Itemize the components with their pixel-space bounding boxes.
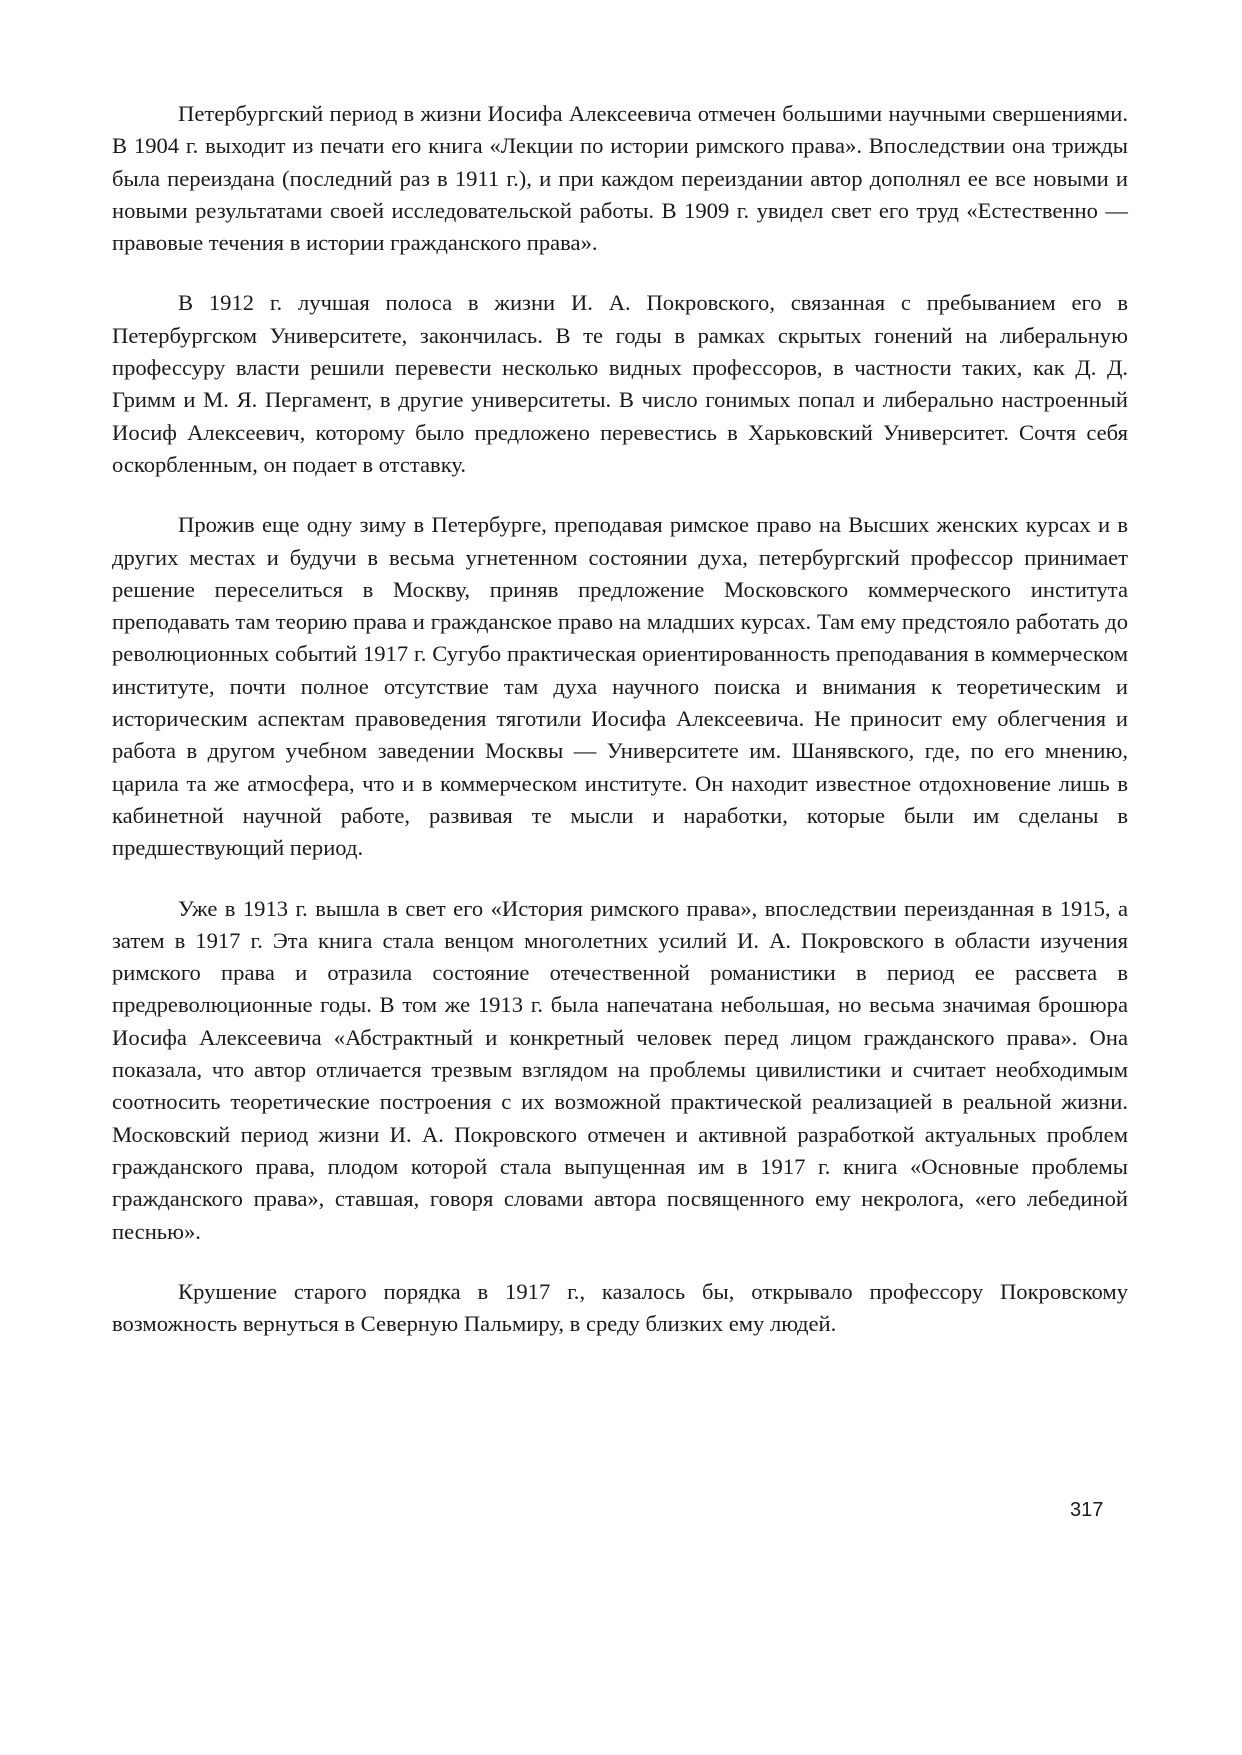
paragraph-3: Прожив еще одну зиму в Петербурге, преподавая римское право на Высших женских курсах и в других местах и будучи в весьма угнетенном состоянии духа, петербургский профессор принимает решение переселиться в Москву, приняв предложение Московского коммерческого института преподавать там теорию права и гражданское право на младших курсах. Там ему предстояло работать до революционных событий 1917 г. Сугубо практическая ориентированность преподавания в коммерческом институте, почти полное отсутствие там духа научного поиска и внимания к теоретическим и историческим аспектам правоведения тяготили Иосифа Алексеевича. Не приносит ему облегчения и работа в другом учебном заведении Москвы — Университете им. Шанявского, где, по его мнению, царила та же атмосфера, что и в коммерческом институте. Он находит известное отдохновение лишь в кабинетной научной работе, развивая те мысли и наработки, которые были им сделаны в предшествующий период. <box>112 512 1128 861</box>
page-number: 317 <box>1070 1499 1104 1521</box>
paragraph-5: Крушение старого порядка в 1917 г., казалось бы, открывало профессору Покровскому возможность вернуться в Северную Пальмиру, в среду близких ему людей. <box>112 1278 1128 1337</box>
paragraph-2: В 1912 г. лучшая полоса в жизни И. А. Покровского, связанная с пребыванием его в Петербургском Университете, закончилась. В те годы в рамках скрытых гонений на либеральную профессуру власти решили перевести несколько видных профессоров, в частности таких, как Д. Д. Гримм и М. Я. Пергамент, в другие университеты. В число гонимых попал и либерально настроенный Иосиф Алексеевич, которому было предложено перевестись в Харьковский Университет. Сочтя себя оскорбленным, он подает в отставку. <box>112 290 1128 477</box>
paragraph-1: Петербургский период в жизни Иосифа Алексеевича отмечен большими научными свершениями. В 1904 г. выходит из печати его книга «Лекции по истории римского права». Впоследствии она трижды была переиздана (последний раз в 1911 г.), и при каждом переиздании автор дополнял ее все новыми и новыми результатами своей исследовательской работы. В 1909 г. увидел свет его труд «Естественно — правовые течения в истории гражданского права». <box>112 101 1128 256</box>
paragraph-4: Уже в 1913 г. вышла в свет его «История римского права», впоследствии переизданная в 1915, а затем в 1917 г. Эта книга стала венцом многолетних усилий И. А. Покровского в области изучения римского права и отразила состояние отечественной романистики в период ее рассвета в предреволюционные годы. В том же 1913 г. была напечатана небольшая, но весьма значимая брошюра Иосифа Алексеевича «Абстрактный и конкретный человек перед лицом гражданского права». Она показала, что автор отличается трезвым взглядом на проблемы цивилистики и считает необходимым соотносить теоретические построения с их возможной практической реализацией в реальной жизни. Московский период жизни И. А. Покровского отмечен и активной разработкой актуальных проблем гражданского права, плодом которой стала выпущенная им в 1917 г. книга «Основные проблемы гражданского права», ставшая, говоря словами автора посвященного ему некролога, «его лебединой песнью». <box>112 895 1128 1244</box>
document-body <box>112 98 1128 1368</box>
